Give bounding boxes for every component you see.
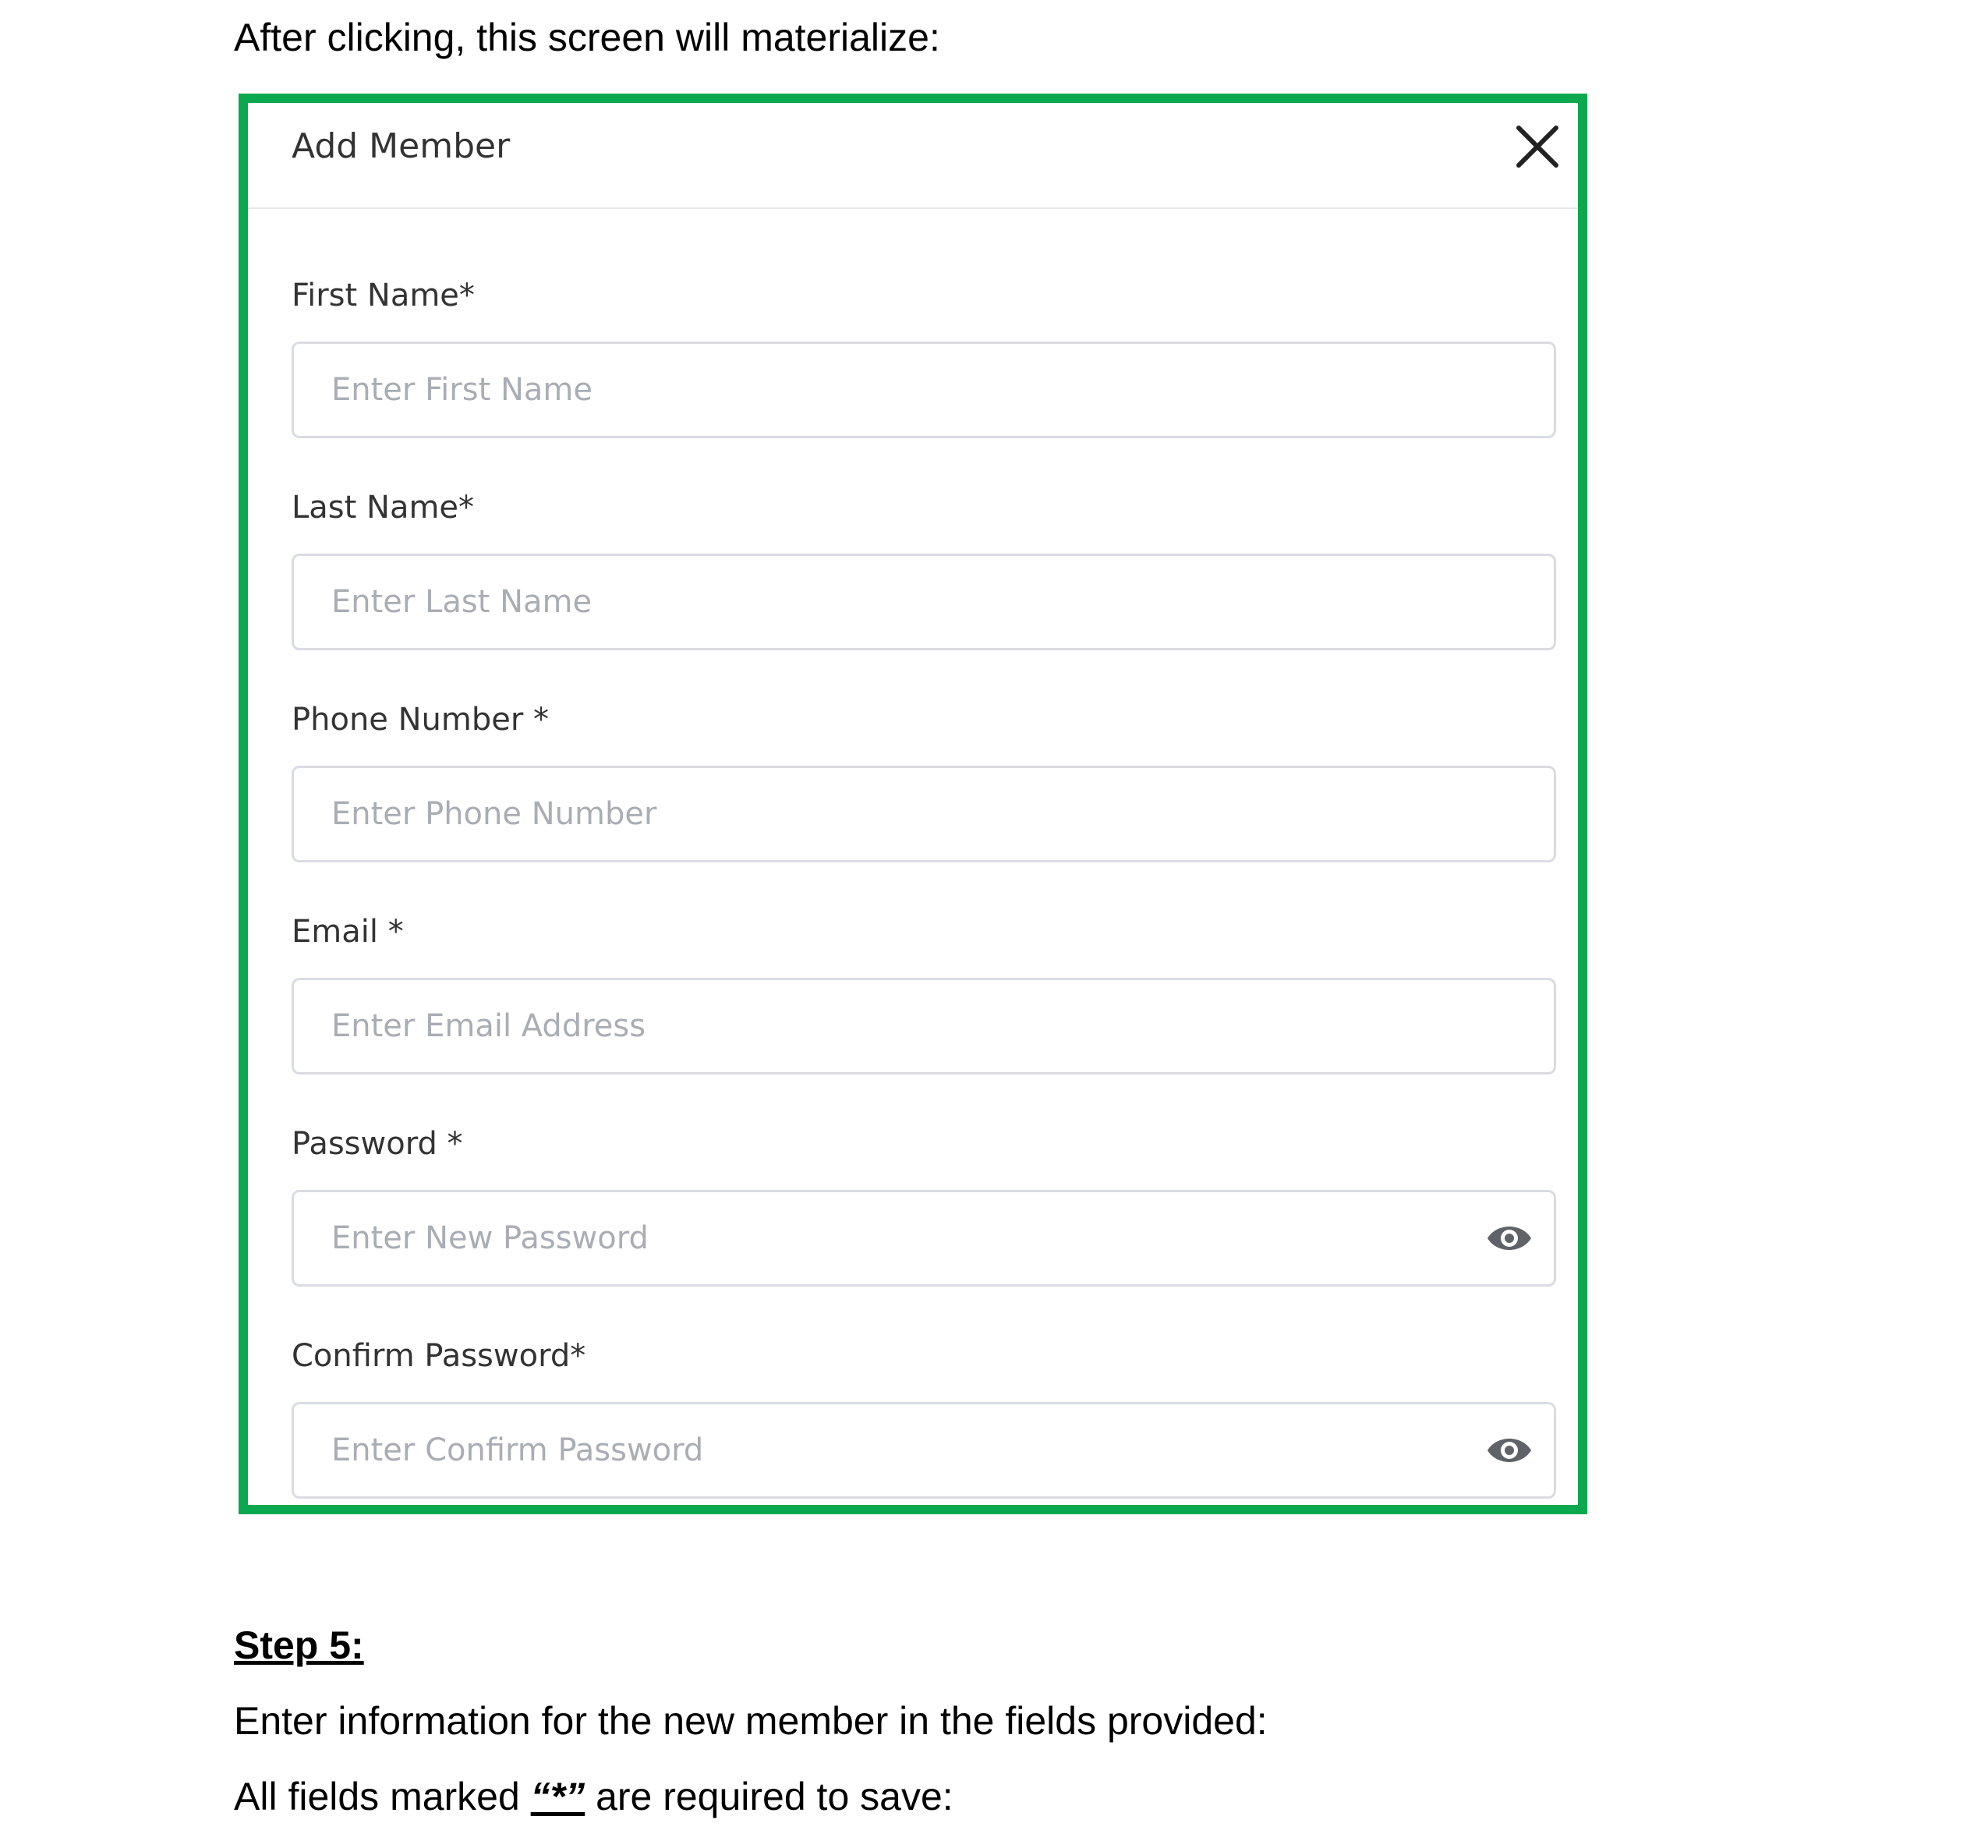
confirm-password-field [292,1336,1556,1499]
phone-number-label: Phone Number * [292,702,550,738]
first-name-input-wrap [292,342,1556,438]
phone-number-input[interactable] [292,766,1556,862]
confirm-password-label: Confirm Password* [292,1338,586,1374]
password-input-wrap [292,1190,1556,1287]
required-note-after: are required to save: [585,1775,953,1818]
modal-header [248,103,1578,209]
password-visibility-toggle[interactable] [1486,1218,1533,1259]
confirm-password-visibility-toggle[interactable] [1486,1430,1533,1471]
first-name-field [292,276,1556,438]
step-heading: Step 5: [234,1623,364,1667]
confirm-password-input-wrap [292,1402,1556,1499]
first-name-label: First Name* [292,278,475,313]
required-mark: “*” [530,1775,585,1818]
last-name-label: Last Name* [292,490,475,526]
password-label: Password * [292,1126,463,1162]
last-name-field [292,488,1556,650]
phone-number-input-wrap [292,766,1556,862]
email-label: Email * [292,914,404,950]
email-input[interactable] [292,978,1556,1074]
close-button[interactable] [1512,122,1562,172]
email-input-wrap [292,978,1556,1074]
email-field [292,912,1556,1074]
required-note-before: All fields marked [234,1775,531,1818]
last-name-input[interactable] [292,554,1556,650]
confirm-password-input[interactable] [292,1402,1556,1499]
first-name-input[interactable] [292,342,1556,438]
add-member-screenshot [239,94,1587,1514]
phone-number-field [292,700,1556,862]
eye-icon [1486,1430,1533,1471]
password-input[interactable] [292,1190,1556,1287]
close-icon [1512,122,1562,172]
password-field [292,1124,1556,1287]
eye-icon [1486,1218,1533,1259]
intro-text: After clicking, this screen will materialize: [234,16,940,59]
instruction-text: Enter information for the new member in the fields provided: [234,1699,1268,1743]
modal-title: Add Member [292,126,511,166]
last-name-input-wrap [292,554,1556,650]
required-note [234,1773,953,1820]
